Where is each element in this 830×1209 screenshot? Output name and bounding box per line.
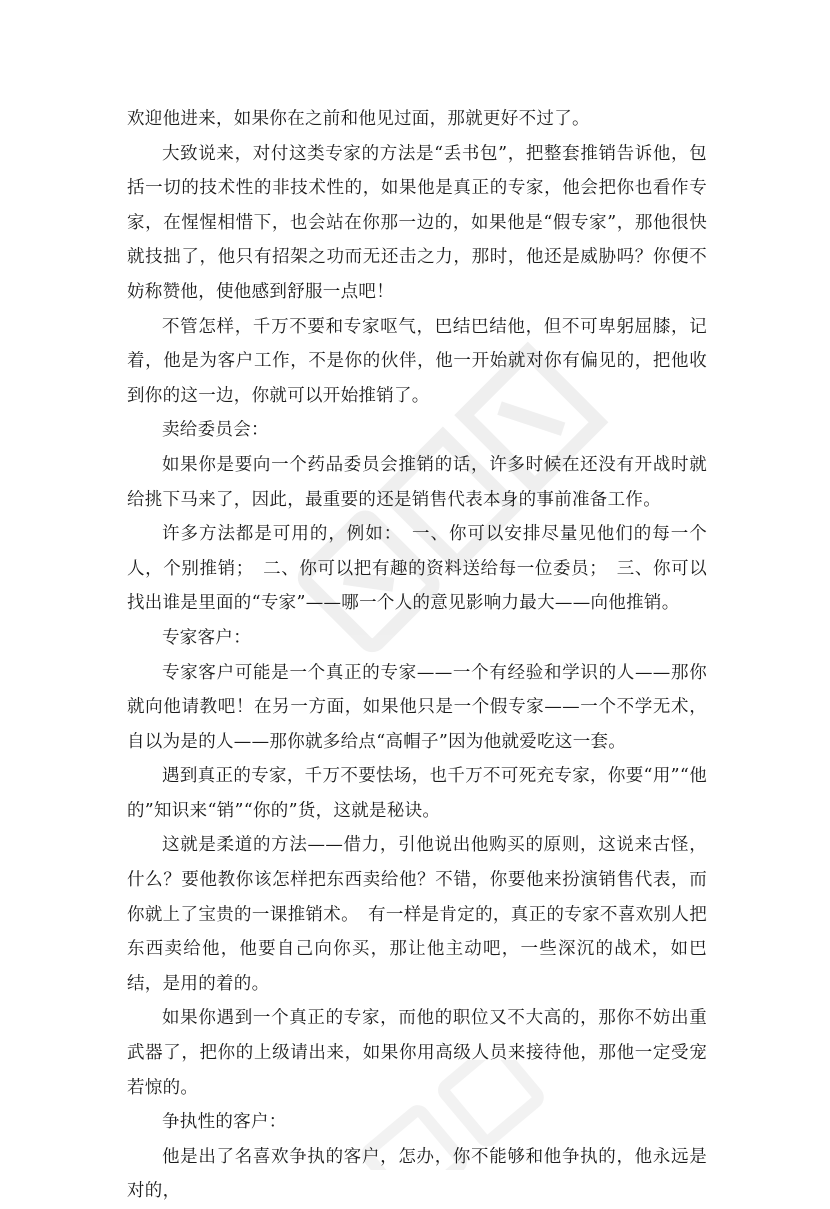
paragraph-11: 如果你遇到一个真正的专家，而他的职位又不大高的，那你不妨出重武器了，把你的上级请出来，如果你用高级人员来接待他，那他一定受宠若惊的。 (127, 1008, 707, 1098)
paragraph-9: 遇到真正的专家，千万不要怯场，也千万不可死充专家，你要“用”“他的”知识来“销”“你的”货，这就是秘诀。 (127, 766, 707, 821)
heading-expert-customer: 专家客户： (162, 627, 251, 648)
paragraph-1: 欢迎他进来，如果你在之前和他见过面，那就更好不过了。 (127, 109, 590, 129)
paragraph-6: 许多方法都是可用的，例如： 一、你可以安排尽量见他们的每一个人，个别推销； 二、你可以把有趣的资料送给每一位委员； 三、你可以找出谁是里面的“专家”——哪一个人的意见影响力最大——向他推销。 (127, 524, 707, 614)
body-text (127, 102, 707, 1209)
heading-argumentative-customer: 争执性的客户： (162, 1112, 287, 1133)
paragraph-13: 他是出了名喜欢争执的客户，怎办，你不能够和他争执的，他永远是对的， (127, 1146, 707, 1202)
paragraph-3: 不管怎样，千万不要和专家呕气，巴结巴结他，但不可卑躬屈膝，记着，他是为客户工作，不是你的伙伴，他一开始就对你有偏见的，把他收到你的这一边，你就可以开始推销了。 (127, 316, 707, 406)
paragraph-10: 这就是柔道的方法——借力，引他说出他购买的原则，这说来古怪，什么？要他教你该怎样把东西卖给他？不错，你要他来扮演销售代表，而你就上了宝贵的一课推销术。 有一样是肯定的，真正的专家不喜欢别人把东西卖给他，他要自己向你买，那让他主动吧，一些深沉的战术，如巴结，是用的着的。 (127, 835, 707, 994)
heading-committee: 卖给委员会： (162, 420, 269, 441)
paragraph-5: 如果你是要向一个药品委员会推销的话，许多时候在还没有开战时就给挑下马来了，因此，最重要的还是销售代表本身的事前准备工作。 (127, 454, 707, 510)
paragraph-8: 专家客户可能是一个真正的专家——一个有经验和学识的人——那你就向他请教吧！在另一方面，如果他只是一个假专家——一个不学无术，自以为是的人——那你就多给点“高帽子”因为他就爱吃这一套。 (127, 662, 707, 752)
paragraph-2: 大致说来，对付这类专家的方法是“丢书包”，把整套推销告诉他，包括一切的技术性的非技术性的，如果他是真正的专家，他会把你也看作专家，在惺惺相惜下，也会站在你那一边的，如果他是“假专家”，那他很快就技拙了，他只有招架之功而无还击之力，那时，他还是威胁吗？你便不妨称赞他，使他感到舒服一点吧！ (127, 143, 707, 302)
